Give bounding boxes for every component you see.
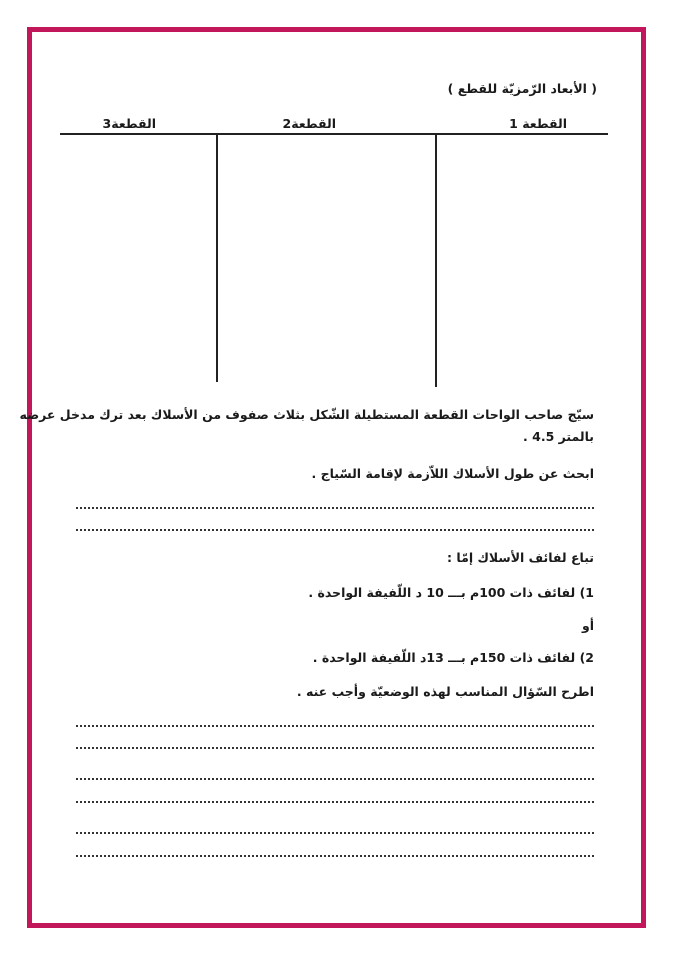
table-column-divider-1 (216, 135, 218, 382)
question-2: اطرح السّؤال المناسب لهذه الوضعيّة وأجب عنه . (296, 684, 594, 699)
question-1: ابحث عن طول الأسلاك اللاّزمة لإقامة السّياج . (311, 466, 594, 481)
answer-line (76, 801, 594, 803)
option-2: 2) لفائف ذات 150م بـــ 13د اللّفيفة الواحدة . (312, 650, 594, 665)
answer-line (76, 778, 594, 780)
problem-text-line-1: سيّج صاحب الواحات القطعة المستطيلة الشّكل بثلاث صفوف من الأسلاك بعد ترك مدخل عرضه (19, 407, 594, 422)
answer-line (76, 832, 594, 834)
or-word: أو (581, 618, 594, 633)
table-header-rule (60, 133, 608, 135)
answer-line (76, 747, 594, 749)
answer-line (76, 855, 594, 857)
table-column-divider-2 (435, 135, 437, 387)
table-header-piece-2: القطعة2 (282, 116, 336, 131)
table-header-piece-1: القطعة 1 (509, 116, 567, 131)
answer-line (76, 507, 594, 509)
option-1: 1) لفائف ذات 100م بـــ 10 د اللّفيفة الواحدة . (308, 585, 594, 600)
answer-line (76, 529, 594, 531)
answer-line (76, 725, 594, 727)
info-intro: تباع لفائف الأسلاك إمّا : (447, 550, 594, 565)
table-header-piece-3: القطعة3 (102, 116, 156, 131)
problem-text-line-2: بالمتر 4.5 . (523, 429, 594, 444)
section-title: ( الأبعاد الرّمزيّة للقطع ) (447, 81, 597, 96)
